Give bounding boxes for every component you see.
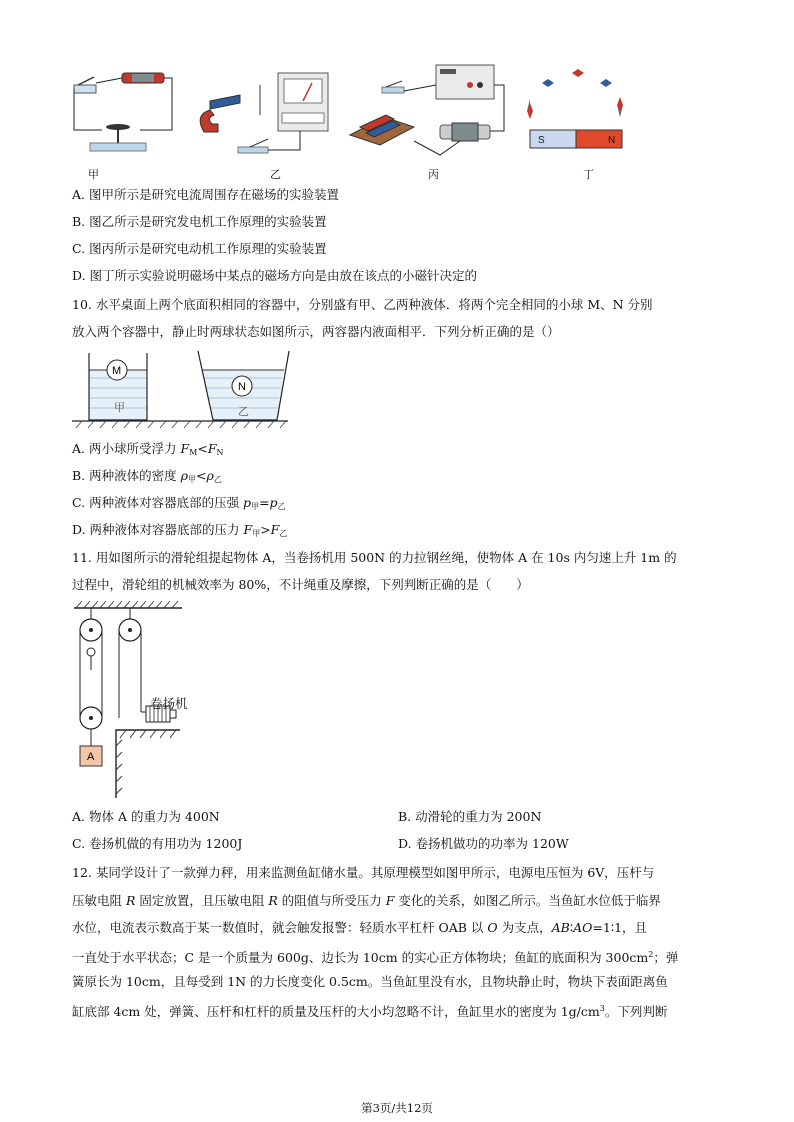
q10-option-c: C. 两种液体对容器底部的压强 $p_甲=p_乙$ [72,495,286,511]
compass-n-label: N [608,135,616,146]
q10-liquid-yi: 乙 [238,406,249,418]
q11-stem-line2: 过程中，滑轮组的机械效率为 80%，不计绳重及摩擦，下列判断正确的是（ ） [72,577,529,592]
q12-line6: 缸底部 4cm 处，弹簧、压杆和杠杆的质量及压杆的大小均忽略不计，鱼缸里水的密度为 $1g/cm^3$。下列判断 [72,1004,668,1020]
q11-option-d: D. 卷扬机做功的功率为 120W [398,836,569,851]
q9-option-c: C. 图丙所示是研究电动机工作原理的实验装置 [72,241,327,256]
q11-option-c: C. 卷扬机做的有用功为 1200J [72,836,243,851]
caption-jia: 甲 [88,168,99,181]
compass-s-label: S [538,135,545,146]
q10-figure [72,348,292,432]
q11-object-a-label: A [87,751,95,763]
q10-option-d: D. 两种液体对容器底部的压力 $F_甲>F_乙$ [72,522,288,538]
q10-ball-n: N [238,381,246,393]
caption-ding: 丁 [583,168,594,181]
caption-yi: 乙 [270,168,281,181]
figures-top [60,55,640,180]
caption-bing: 丙 [428,168,439,181]
q9-option-d: D. 图丁所示实验说明磁场中某点的磁场方向是由放在该点的小磁针决定的 [72,268,478,283]
q10-stem-line1: 10. 水平桌面上两个底面积相同的容器中，分别盛有甲、乙两种液体．将两个完全相同的小球 M、N 分别 [72,297,653,312]
q11-option-b: B. 动滑轮的重力为 200N [398,809,542,824]
q11-option-a: A. 物体 A 的重力为 400N [72,809,220,824]
q10-stem-line2: 放入两个容器中，静止时两球状态如图所示，两容器内液面相平．下列分析正确的是（） [72,324,560,339]
q12-line4: 一直处于水平状态；C 是一个质量为 600g、边长为 10cm 的实心正方体物块；鱼缸的底面积为 $300cm^2$；弹 [72,950,679,966]
q12-line1: 12. 某同学设计了一款弹力秤，用来监测鱼缸储水量。其原理模型如图甲所示，电源电压恒为 6V，压杆与 [72,865,655,880]
page-number: 第3页/共12页 [361,1101,433,1115]
q9-option-a: A. 图甲所示是研究电流周围存在磁场的实验装置 [72,187,339,202]
figure-yi [200,73,328,153]
figure-bing [350,65,504,155]
q9-option-b: B. 图乙所示是研究发电机工作原理的实验装置 [72,214,327,229]
figure-jia [74,73,172,151]
q11-stem-line1: 11. 用如图所示的滑轮组提起物体 A，当卷扬机用 500N 的力拉钢丝绳，使物体 A 在 10s 内匀速上升 1m 的 [72,550,677,565]
q11-winch-label: 卷扬机 [150,696,188,711]
q10-ball-m: M [112,365,122,377]
q10-liquid-jia: 甲 [114,402,125,414]
q10-option-a: A. 两小球所受浮力 $F_M<F_N$ [72,441,224,457]
q12-line5: 簧原长为 10cm，且每受到 1N 的力长度变化 0.5cm。当鱼缸里没有水，且物块静止时，物块下表面距离鱼 [72,974,668,989]
figure-ding [527,69,623,148]
q12-line3: 水位，电流表示数高于某一数值时，就会触发报警：轻质水平杠杆 OAB 以 O 为支点，AB∶AO=1∶1，且 [72,920,648,935]
q12-line2: 压敏电阻 R 固定放置，且压敏电阻 R 的阻值与所受压力 F 变化的关系，如图乙所示。当鱼缸水位低于临界 [72,893,661,908]
q10-option-b: B. 两种液体的密度 $\rho_甲<\rho_乙$ [72,468,222,484]
